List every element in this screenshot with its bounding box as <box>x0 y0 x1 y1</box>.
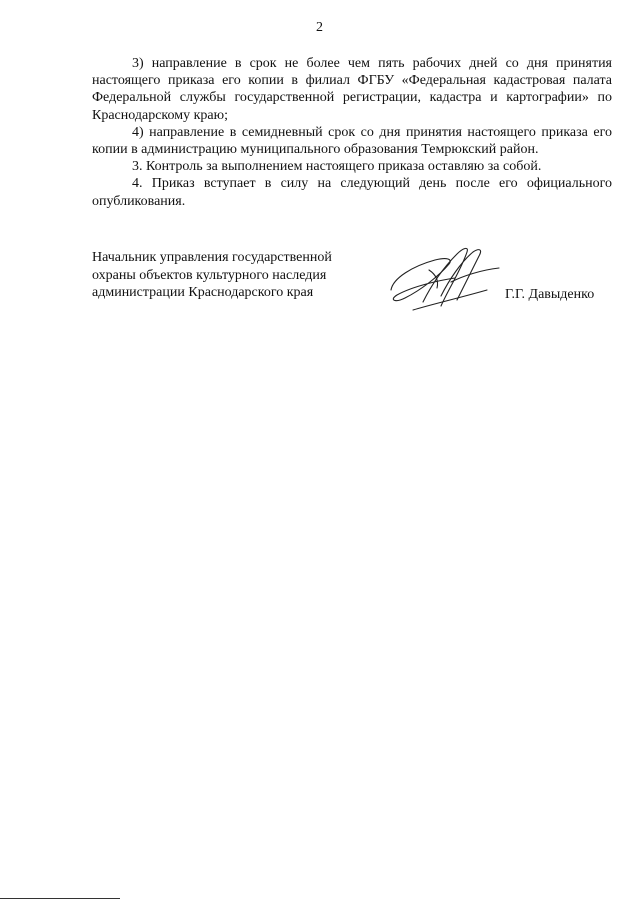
paragraph-effective-date: 4. Приказ вступает в силу на следующий день после его официального опубликования. <box>92 176 612 209</box>
signer-position-line: администрации Краснодарского края <box>92 285 314 300</box>
document-body <box>92 55 612 210</box>
signature-stroke <box>441 250 481 300</box>
handwritten-signature <box>383 240 508 318</box>
signature-stroke <box>391 259 455 301</box>
signer-position <box>92 249 332 302</box>
signer-name: Г.Г. Давыденко <box>505 287 595 302</box>
page-number: 2 <box>316 20 323 35</box>
paragraph-item-4: 4) направление в семидневный срок со дня принятия настоящего приказа его копии в администрацию муниципального образования Темрюкский район. <box>92 124 612 158</box>
signer-position-line: Начальник управления государственной <box>92 250 332 265</box>
paragraph-control: 3. Контроль за выполнением настоящего приказа оставляю за собой. <box>132 159 542 175</box>
page-bottom-rule <box>0 898 120 899</box>
signature-stroke <box>451 268 499 282</box>
signer-position-line: охраны объектов культурного наследия <box>92 267 327 283</box>
paragraph-item-3: 3) направление в срок не более чем пять рабочих дней со дня принятия настоящего приказа его копии в филиал ФГБУ «Федеральная кадастровая палата Федеральной службы государственной регистрации, кадастра и картографии» по Краснодарскому краю; <box>92 56 612 123</box>
